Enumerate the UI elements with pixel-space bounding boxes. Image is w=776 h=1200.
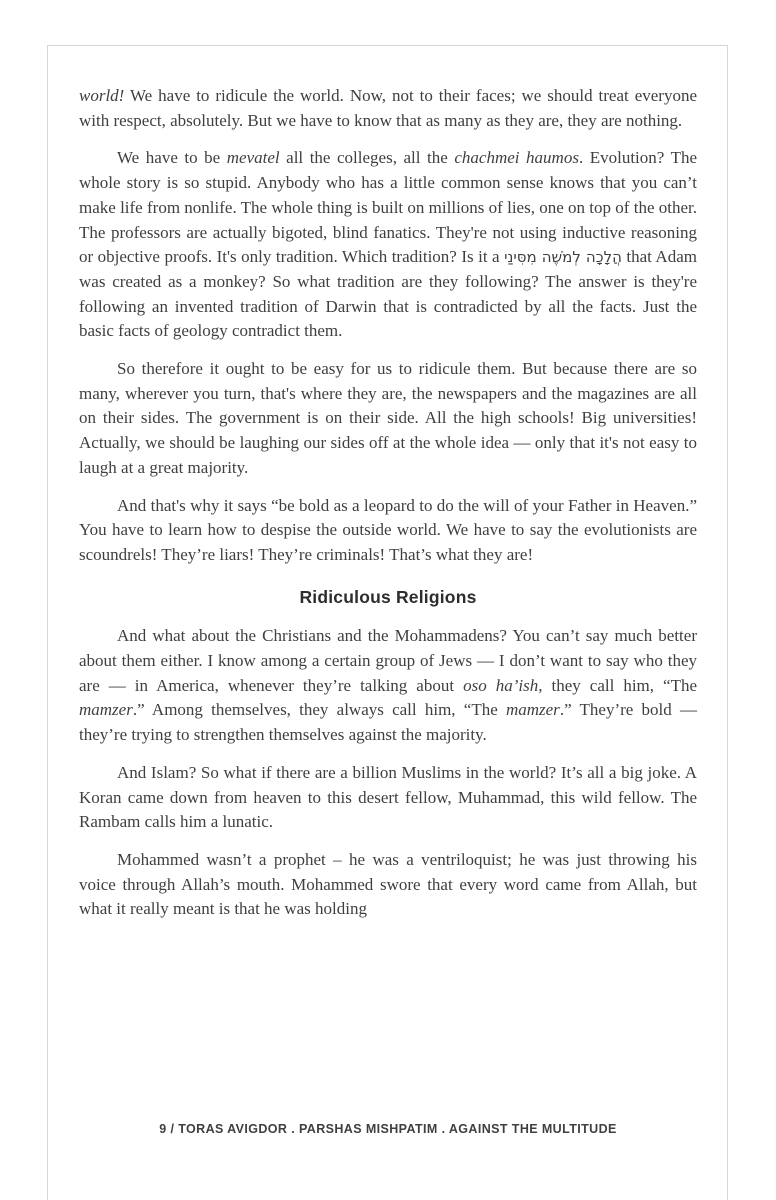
text-run: And that's why it says “be bold as a leopard to do the will of your Father in Heaven.” You have to learn how to despise the outside world. We have to say the evolutionists are scoundrels! They’re liars! They’re criminals! That’s what they are! — [79, 495, 697, 564]
text-run: all the colleges, all the — [279, 148, 455, 168]
paragraph — [79, 848, 697, 922]
text-run: . Evolution? The whole story is so stupid. Anybody who has a little common sense knows that you can’t make life from nonlife. The whole thing is built on millions of lies, one on top of the other. The professors are actually bigoted, blind fanatics. They're not using inductive reasoning or objective proofs. It's only tradition. Which tradition? Is it a — [79, 148, 697, 267]
paragraph — [79, 624, 697, 748]
footer-text: 9 / TORAS AVIGDOR . PARSHAS MISHPATIM . AGAINST THE MULTITUDE — [159, 1122, 617, 1136]
text-run: .” They’re bold — they’re trying to strengthen themselves against the majority. — [79, 700, 697, 745]
text-run: And Islam? So what if there are a billion Muslims in the world? It’s all a big joke. A Koran came down from heaven to this desert fellow, Muhammad, this wild fellow. The Rambam calls him a lunatic. — [79, 762, 697, 832]
section-heading: Ridiculous Religions — [299, 586, 477, 607]
paragraph — [79, 357, 697, 481]
text-run: that Adam was created as a monkey? So what tradition are they following? The answer is they're following an invented tradition of Darwin that is contradicted by all the facts. Just the basic facts of geology contradict them. — [79, 247, 697, 341]
text-run: Mohammed wasn’t a prophet – he was a ventriloquist; he was just throwing his voice through Allah’s mouth. Mohammed swore that every word came from Allah, but what it really meant is that he was holding — [79, 849, 697, 919]
paragraph — [79, 494, 697, 568]
text-run: We have to ridicule the world. Now, not to their faces; we should treat everyone with respect, absolutely. But we have to know that as many as they are, they are nothing. — [79, 86, 697, 130]
italic-text-run: oso ha’ish — [463, 675, 539, 695]
text-run: .” Among themselves, they always call him, “The — [132, 700, 506, 720]
italic-text-run: chachmei haumos — [454, 148, 579, 168]
text-run: , they call him, “The — [538, 675, 697, 695]
text-run: So therefore it ought to be easy for us to ridicule them. But because there are so many, wherever you turn, that's where they are, the newspapers and the magazines are all on their sides. The government is on their side. All the high schools! Big universities! Actually, we should be laughing our sides off at the whole idea — only that it's not easy to laugh at a great majority. — [79, 359, 697, 477]
text-run: And what about the Christians and the Mohammadens? You can’t say much better about them either. I know among a certain group of Jews — I don’t want to say who they are — in America, whenever they’re talking about — [79, 626, 697, 695]
body-text — [79, 84, 697, 935]
paragraph — [79, 84, 697, 133]
text-run: We have to be — [117, 148, 227, 168]
italic-text-run: mamzer — [505, 700, 560, 720]
hebrew-text-run: הֲלָכָה לְמֹשֶׁה מִסִּינַי — [504, 248, 622, 267]
italic-text-run: mevatel — [226, 148, 280, 168]
italic-text-run: mamzer — [79, 700, 133, 720]
paragraph — [79, 146, 697, 344]
page-footer — [47, 1122, 729, 1136]
italic-text-run: world! — [79, 86, 125, 105]
paragraph — [79, 761, 697, 835]
